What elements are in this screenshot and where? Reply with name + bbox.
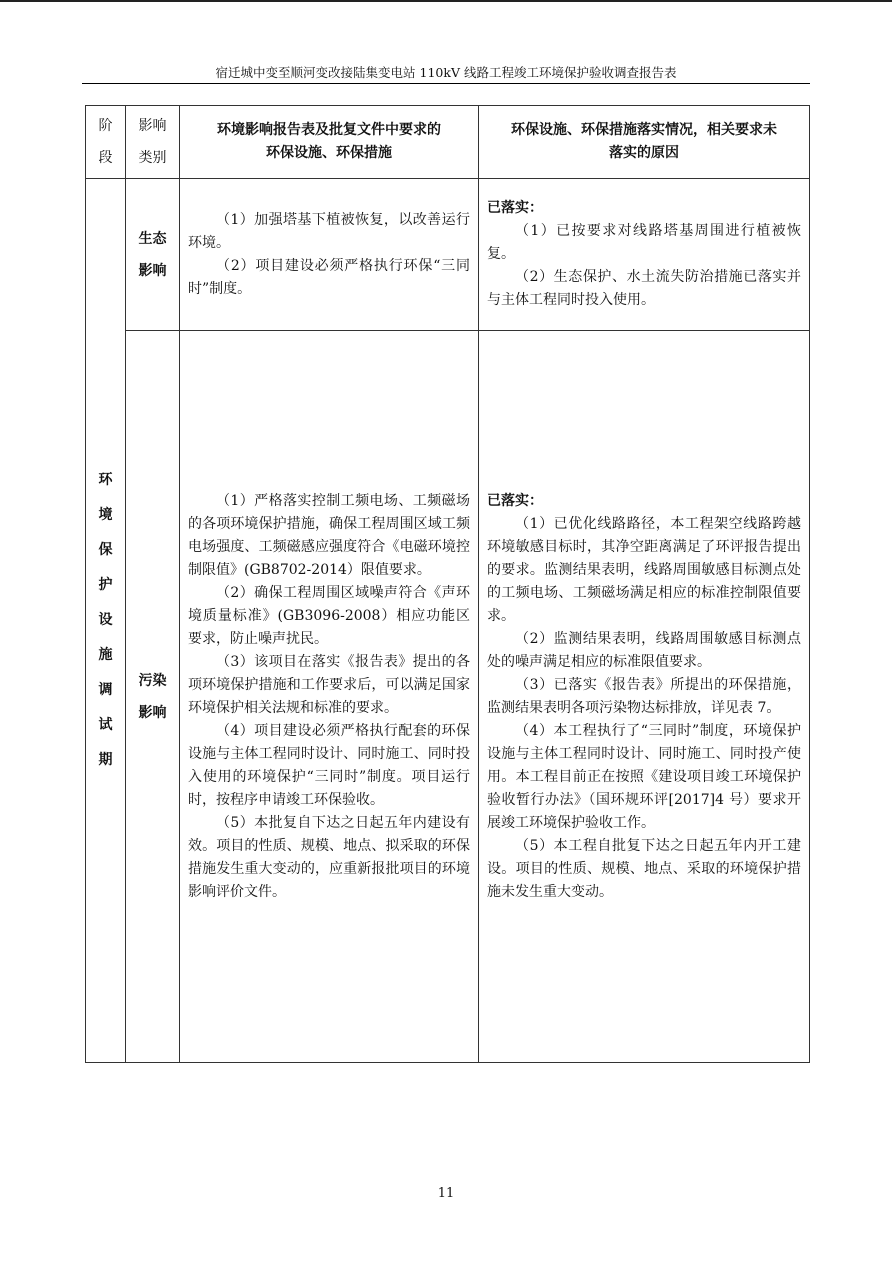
- impact-type-ecology: [126, 179, 180, 331]
- impact-type-line: 污染: [138, 672, 167, 689]
- stage-char: 环: [98, 472, 113, 488]
- col-header-implemented: [479, 106, 810, 179]
- col-header-type: [126, 106, 180, 179]
- table-header-row: [86, 106, 810, 179]
- measure-paragraph: （4）项目建设必须严格执行配套的环保设施与主体工程同时设计、同时施工、同时投入使用的环境保护“三同时”制度。项目运行时，按程序申请竣工环保验收。: [188, 722, 470, 808]
- table-row: [86, 331, 810, 1063]
- stage-char: 护: [98, 577, 113, 593]
- implemented-status: 已落实：: [487, 200, 543, 216]
- page-number: 11: [437, 1186, 455, 1201]
- measure-paragraph: （1）加强塔基下植被恢复，以改善运行环境。: [188, 211, 470, 251]
- col-header-implemented-line: 落实的原因: [609, 145, 679, 161]
- stage-cell: [86, 179, 126, 1063]
- stage-char: 设: [98, 612, 113, 628]
- implemented-paragraph: （4）本工程执行了“三同时”制度，环境保护设施与主体工程同时设计、同时施工、同时投产使用。本工程目前正在按照《建设项目竣工环境保护验收暂行办法》（国环规环评[2017]4 号）要求开展竣工环境保护验收工作。: [487, 722, 801, 831]
- impact-type-line: 生态: [138, 230, 167, 247]
- measure-paragraph: （2）确保工程周围区域噪声符合《声环境质量标准》(GB3096-2008）相应功能区要求，防止噪声扰民。: [188, 584, 470, 647]
- col-header-type-line: 影响: [138, 118, 167, 134]
- measure-paragraph: （5）本批复自下达之日起五年内建设有效。项目的性质、规模、地点、拟采取的环保措施发生重大变动的，应重新报批项目的环境影响评价文件。: [188, 814, 470, 900]
- implemented-paragraph: （2）监测结果表明，线路周围敏感目标测点处的噪声满足相应的标准限值要求。: [487, 630, 801, 670]
- required-measures-ecology: [180, 179, 479, 331]
- col-header-type-line: 类别: [138, 150, 167, 166]
- col-header-required-line: 环境影响报告表及批复文件中要求的: [217, 122, 441, 138]
- measure-paragraph: （2）项目建设必须严格执行环保“三同时”制度。: [188, 257, 470, 297]
- implemented-paragraph: （1）已按要求对线路塔基周围进行植被恢复。: [487, 223, 801, 262]
- implemented-measures-pollution: [479, 331, 810, 1063]
- col-header-required: [180, 106, 479, 179]
- top-border-line: [0, 0, 892, 2]
- impact-type-pollution: [126, 331, 180, 1063]
- stage-char: 境: [98, 507, 113, 523]
- col-header-stage: [86, 106, 126, 179]
- stage-char: 期: [98, 752, 113, 768]
- implemented-paragraph: （1）已优化线路路径，本工程架空线路跨越环境敏感目标时，其净空距离满足了环评报告提出的要求。监测结果表明，线路周围敏感目标测点处的工频电场、工频磁场满足相应的标准控制限值要求。: [487, 515, 801, 624]
- implemented-status: 已落实：: [487, 492, 543, 509]
- page-header: 宿迁城中变至顺河变改接陆集变电站 110kV 线路工程竣工环境保护验收调查报告表: [215, 65, 677, 80]
- stage-char: 施: [98, 647, 113, 663]
- implemented-paragraph: （2）生态保护、水土流失防治措施已落实并与主体工程同时投入使用。: [487, 269, 801, 308]
- stage-char: 保: [98, 542, 113, 558]
- col-header-stage-line: 段: [98, 150, 113, 166]
- impact-type-line: 影响: [138, 704, 167, 721]
- required-measures-pollution: [180, 331, 479, 1063]
- stage-char: 调: [98, 682, 113, 698]
- implemented-paragraph: （3）已落实《报告表》所提出的环保措施，监测结果表明各项污染物达标排放，详见表 7。: [487, 676, 801, 716]
- stage-char: 试: [98, 717, 113, 733]
- col-header-implemented-line: 环保设施、环保措施落实情况，相关要求未: [511, 122, 777, 138]
- col-header-stage-line: 阶: [98, 118, 113, 134]
- measure-paragraph: （3）该项目在落实《报告表》提出的各项环境保护措施和工作要求后，可以满足国家环境保护相关法规和标准的要求。: [188, 653, 470, 716]
- col-header-required-line: 环保设施、环保措施: [266, 145, 392, 161]
- table-row: [86, 179, 810, 331]
- measure-paragraph: （1）严格落实控制工频电场、工频磁场的各项环境保护措施，确保工程周围区域工频电场强度、工频磁感应强度符合《电磁环境控制限值》(GB8702-2014）限值要求。: [188, 492, 470, 578]
- impact-type-line: 影响: [138, 262, 167, 279]
- implemented-paragraph: （5）本工程自批复下达之日起五年内开工建设。项目的性质、规模、地点、采取的环境保护措施未发生重大变动。: [487, 837, 801, 900]
- header-rule: [82, 83, 810, 84]
- implemented-measures-ecology: [479, 179, 810, 331]
- acceptance-table: [85, 105, 810, 1063]
